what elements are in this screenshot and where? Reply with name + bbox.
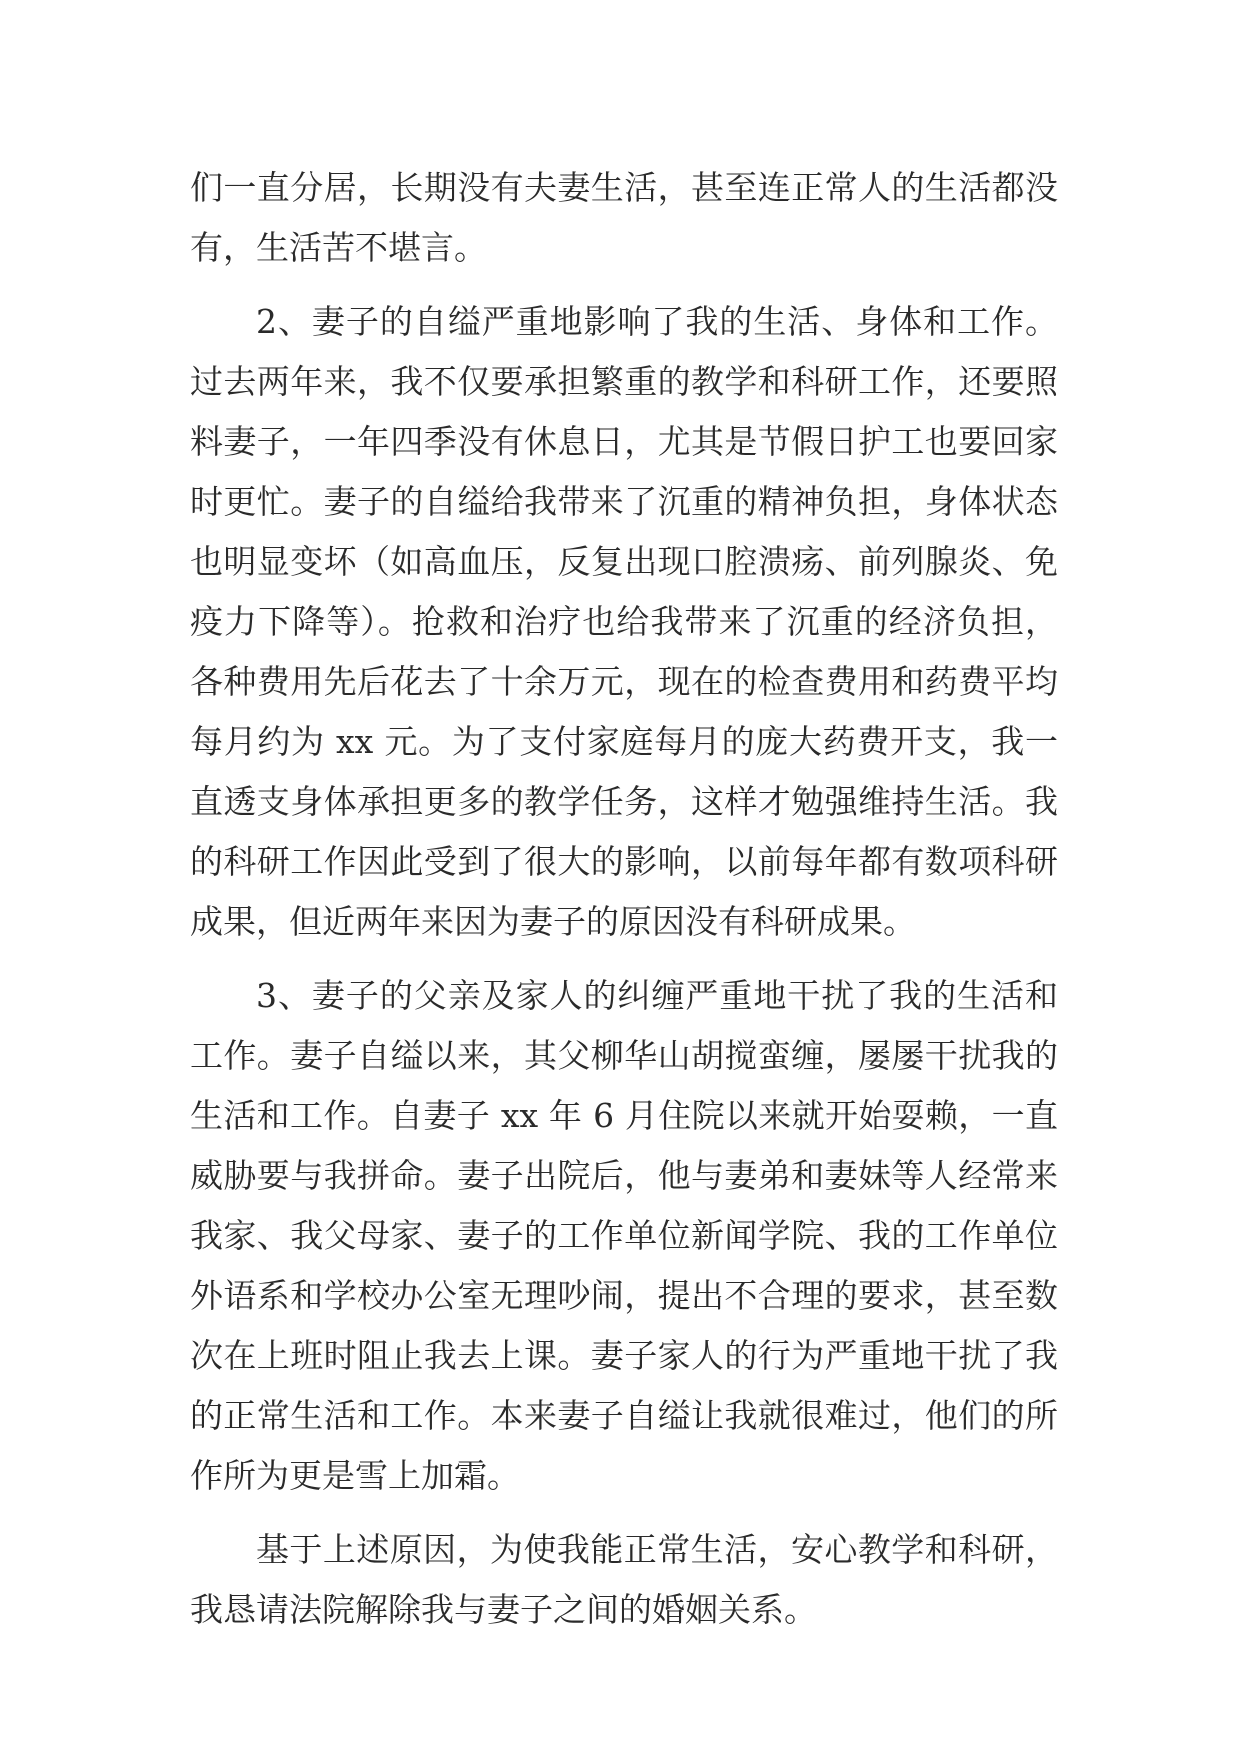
paragraph-point-2: 2、妻子的自缢严重地影响了我的生活、身体和工作。过去两年来，我不仅要承担繁重的教学和科研工作，还要照料妻子，一年四季没有休息日，尤其是节假日护工也要回家时更忙。妻子的自缢给我带来了沉重的精神负担，身体状态也明显变坏（如高血压，反复出现口腔溃疡、前列腺炎、免疫力下降等）。抢救和治疗也给我带来了沉重的经济负担，各种费用先后花去了十余万元，现在的检查费用和药费平均每月约为 xx 元。为了支付家庭每月的庞大药费开支，我一直透支身体承担更多的教学任务，这样才勉强维持生活。我的科研工作因此受到了很大的影响，以前每年都有数项科研成果，但近两年来因为妻子的原因没有科研成果。 bbox=[190, 302, 1058, 941]
paragraph-conclusion: 基于上述原因，为使我能正常生活，安心教学和科研，我恳请法院解除我与妻子之间的婚姻关系。 bbox=[190, 1530, 1058, 1629]
paragraph-point-3: 3、妻子的父亲及家人的纠缠严重地干扰了我的生活和工作。妻子自缢以来，其父柳华山胡搅蛮缠，屡屡干扰我的生活和工作。自妻子 xx 年 6 月住院以来就开始耍赖，一直威胁要与我拼命。妻子出院后，他与妻弟和妻妹等人经常来我家、我父母家、妻子的工作单位新闻学院、我的工作单位外语系和学校办公室无理吵闹，提出不合理的要求，甚至数次在上班时阻止我去上课。妻子家人的行为严重地干扰了我的正常生活和工作。本来妻子自缢让我就很难过，他们的所作所为更是雪上加霜。 bbox=[190, 976, 1058, 1495]
document-body bbox=[190, 158, 1058, 1654]
paragraph-continuation: 们一直分居，长期没有夫妻生活，甚至连正常人的生活都没有，生活苦不堪言。 bbox=[190, 168, 1058, 267]
